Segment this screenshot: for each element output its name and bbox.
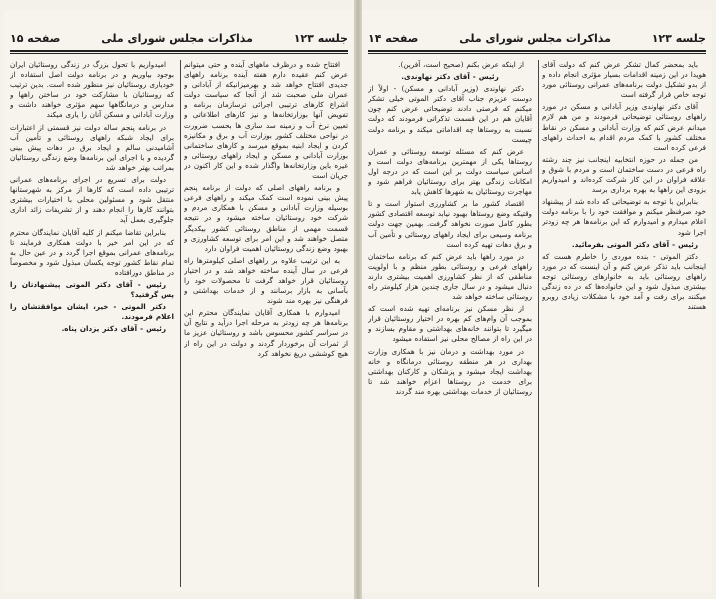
paragraph: در برنامه پنجم ساله دولت نیز قسمتی از اعتبارات برای ایجاد شبکه راههای روستائی و تأمین آب آشامیدنی سالم و ایجاد برق در دهات پیش بینی گردیده و با اجرای این برنامه‌ها وضع زندگی روستائیان بمراتب بهتر خواهد شد	[10, 122, 174, 172]
speaker-line: دکتر الموتی - خیر، ایشان موافقتشان را اعلام فرمودند.	[10, 302, 174, 322]
paragraph: در مورد راهها باید عرض کنم که برنامه ساختمان راههای فرعی و روستائی بطور منظم و با اولویت مناطقی که از نظر کشاورزی اهمیت بیشتری دارند دنبال میشود و در سال جاری چندین هزار کیلومتر راه روستائی ساخته خواهد شد	[368, 251, 532, 302]
paragraph: در مورد بهداشت و درمان نیز با همکاری وزارت بهداری در هر منطقه روستائی درمانگاه و خانه بهداشت ایجاد میشود و پزشکان و کارکنان بهداشتی برای خدمت در روستاها اعزام خواهند شد تا روستائیان از خدمات بهداشتی بهره مند گردند	[368, 346, 532, 396]
paragraph: من جمله در حوزه انتخابیه اینجانب نیز چند رشته راه فرعی در دست ساختمان است و مردم با شوق و علاقه فراوان در این کار شرکت کرده‌اند و امیدواریم بزودی این راهها به بهره برداری برسد	[542, 154, 706, 195]
column-divider	[538, 60, 539, 587]
text-columns	[368, 60, 706, 587]
paragraph: افتتاح شده و درظرف ماههای آینده و حتی میتوانم عرض کنم عقیده دارم هفته آینده برنامه راههای جدیدی افتتاح خواهد شد و بهرمیزانیکه از آبادانی و عمران ملی صحبت شد از آنجا که سیاست دولت اشراع کارهای ترتیبی اجرائی ترسازمان برنامه و تفویض آنها بوزارتخانه‌ها و نیز کارهای اطلاعاتی و تعیین نرخ آب و زمینه سد سازی ها بحسب ضرورت در نواحی مختلف کشور بوزارت آب و برق و مکانیزه کردن و ایجاد ابنیه بموقع میرسد و کارهای ساختمانی بوزارت آبادانی و مسکن و ایجاد راههای روستائی و غیره باین وزارتخانه‌ها واگذار شده و این کار اکنون در جریان است	[184, 60, 348, 181]
paragraph: باید بمحضر کمال تشکر عرض کنم که دولت آقای هویدا در این زمینه اقدامات بسیار مؤثری انجام داده و از بدو تشکیل دولت برنامه‌های عمرانی روستائی مورد توجه خاص قرار گرفته است	[542, 60, 706, 100]
text-column-right	[542, 60, 706, 587]
paragraph: بنابراین با توجه به توضیحاتی که داده شد از پیشنهاد خود صرفنظر میکنم و موافقت خود را با برنامه دولت اعلام میدارم و امیدوارم که این برنامه‌ها هر چه زودتر اجرا شود	[542, 197, 706, 237]
page-number: صفحه ۱۴	[368, 31, 419, 45]
paragraph: به این ترتیب علاوه بر راههای اصلی کیلومترها راه فرعی در سال آینده ساخته خواهد شد و در اختیار روستائیان قرار خواهد گرفت تا محصولات خود را بآسانی به بازار برسانند و از خدمات بهداشتی و فرهنگی نیز بهره مند شوند	[184, 255, 348, 306]
page-header	[10, 28, 348, 48]
journal-title: مذاکرات مجلس شورای ملی	[459, 31, 611, 45]
paragraph: و برنامه راههای اصلی که دولت از برنامه پنجم پیش بینی نموده است کمک میکند و راههای فرعی بوسیله وزارت آبادانی و مسکن با همکاری مردم و شرکت خود روستائیان ساخته میشود و در نتیجه قسمت مهمی از مناطق روستائی کشور بیکدیگر متصل خواهند شد و این امر برای توسعه کشاورزی و بهبود وضع زندگی روستائیان اهمیت فراوان دارد	[184, 183, 348, 253]
header-rule	[368, 50, 706, 52]
paragraph: از نظر مسکن نیز برنامه‌ای تهیه شده است که بموجب آن وام‌های کم بهره در اختیار روستائیان قرار میگیرد تا بتوانند خانه‌های بهداشتی و مقاوم بسازند و در این راه از مصالح محلی نیز استفاده میشود	[368, 304, 532, 344]
header-rule-thin	[10, 53, 348, 54]
paragraph: بنابراین تقاضا میکنم از کلیه آقایان نمایندگان محترم که در این امر خیر با دولت همکاری فرمایند تا برنامه‌های عمرانی بموقع اجرا گردد و در عین حال به تمام نقاط کشور توجه یکسان مبذول شود و مخصوصاً در مناطق دورافتاده	[10, 227, 174, 277]
paragraph: دولت برای تسریع در اجرای برنامه‌های عمرانی ترتیبی داده است که کارها از مرکز به شهرستانها منتقل شود و مسئولین محلی با اختیارات بیشتری بتوانند کارها را انجام دهند و از تشریفات زائد اداری جلوگیری بعمل آید	[10, 175, 174, 225]
speaker-line: رئیس - آقای دکتر یزدان پناه.	[61, 324, 166, 334]
book-gutter	[354, 0, 362, 599]
page-15	[4, 10, 354, 593]
text-column-left	[10, 60, 174, 587]
session-label: جلسه ۱۲۳	[293, 31, 348, 45]
text-column-left	[368, 60, 532, 587]
paragraph: آقای دکتر نهاوندی وزیر آبادانی و مسکن در مورد راههای روستائی توضیحاتی فرمودند و من هم لازم میدانم عرض کنم که وزارت آبادانی و مسکن در نقاط مختلف کشور با کمک مردم اقدام به احداث راههای فرعی کرده است	[542, 102, 706, 152]
speaker-line: رئیس - آقای دکتر نهاوندی.	[401, 72, 499, 82]
session-label: جلسه ۱۲۳	[651, 31, 706, 45]
paragraph: امیدوارم با همکاری آقایان نمایندگان محترم این برنامه‌ها هر چه زودتر به مرحله اجرا درآید و نتایج آن در سراسر کشور محسوس باشد و روستائیان عزیز ما از ثمرات آن برخوردار گردند و دولت در این راه از هیچ کوششی دریغ نخواهد کرد	[184, 308, 348, 358]
speaker-line: رئیس - آقای دکتر الموتی پیشنهادتان را پس گرفتید؟	[10, 279, 174, 300]
speaker-line: رئیس - آقای دکتر الموتی بفرمائید.	[571, 239, 698, 249]
column-divider	[180, 60, 181, 587]
page-number: صفحه ۱۵	[10, 31, 61, 45]
text-column-right	[184, 60, 348, 587]
paragraph: امیدواریم با تحول بزرگ در زندگی روستائیان ایران بوجود بیاوریم و در برنامه دولت اصل استفاده از خودیاری روستائیان نیز منظور شده است. بدین ترتیب که روستائیان با مشارکت خود در ساختن راهها و مدارس و درمانگاهها سهم مؤثری خواهند داشت و وزارت آبادانی و مسکن آنان را یاری میکند	[10, 60, 174, 120]
text-columns	[10, 60, 348, 587]
page-14	[362, 10, 712, 593]
header-rule	[10, 50, 348, 52]
journal-title: مذاکرات مجلس شورای ملی	[101, 31, 253, 45]
page-header	[368, 28, 706, 48]
paragraph: اقتصاد کشور ما بر کشاورزی استوار است و تا وقتیکه وضع روستاها بهبود نیابد توسعه اقتصادی کشور بطور کامل صورت نخواهد گرفت. بهمین جهت دولت برنامه وسیعی برای ایجاد راههای روستائی و تأمین آب و برق دهات تهیه کرده است	[368, 199, 532, 249]
paragraph: عرض کنم که مسئله توسعه روستائی و عمران روستاها یکی از مهمترین برنامه‌های دولت است و اساس سیاست دولت بر این است که در درجه اول امکانات زندگی بهتر برای روستائیان فراهم شود و مهاجرت روستائیان به شهرها کاهش یابد	[368, 146, 532, 197]
paragraph: دکتر الموتی - بنده موردی را خاطرم هست که اینجانب باید تذکر عرض کنم و آن اینست که در مورد راههای روستائی باید به خانوارهای روستائی توجه بیشتری مبذول شود و این خانواده‌ها که در ده زندگی میکنند برای رفت و آمد خود با مشکلات زیادی روبرو هستند	[542, 251, 706, 312]
header-rule-thin	[368, 53, 706, 54]
paragraph: دکتر نهاوندی (وزیر آبادانی و مسکن) - اولاً از دوست عزیزم جناب آقای دکتر الموتی خیلی تشکر میکنم که فرصتی دادند توضیحاتی عرض کنم چون آقایان هم در این قسمت تذکراتی فرمودند که دولت نسبت به روستاها چه اقداماتی میکند و برنامه دولت چیست	[368, 84, 532, 144]
paragraph: از اینکه عرض بکنم (صحیح است، آفرین).	[398, 60, 524, 69]
